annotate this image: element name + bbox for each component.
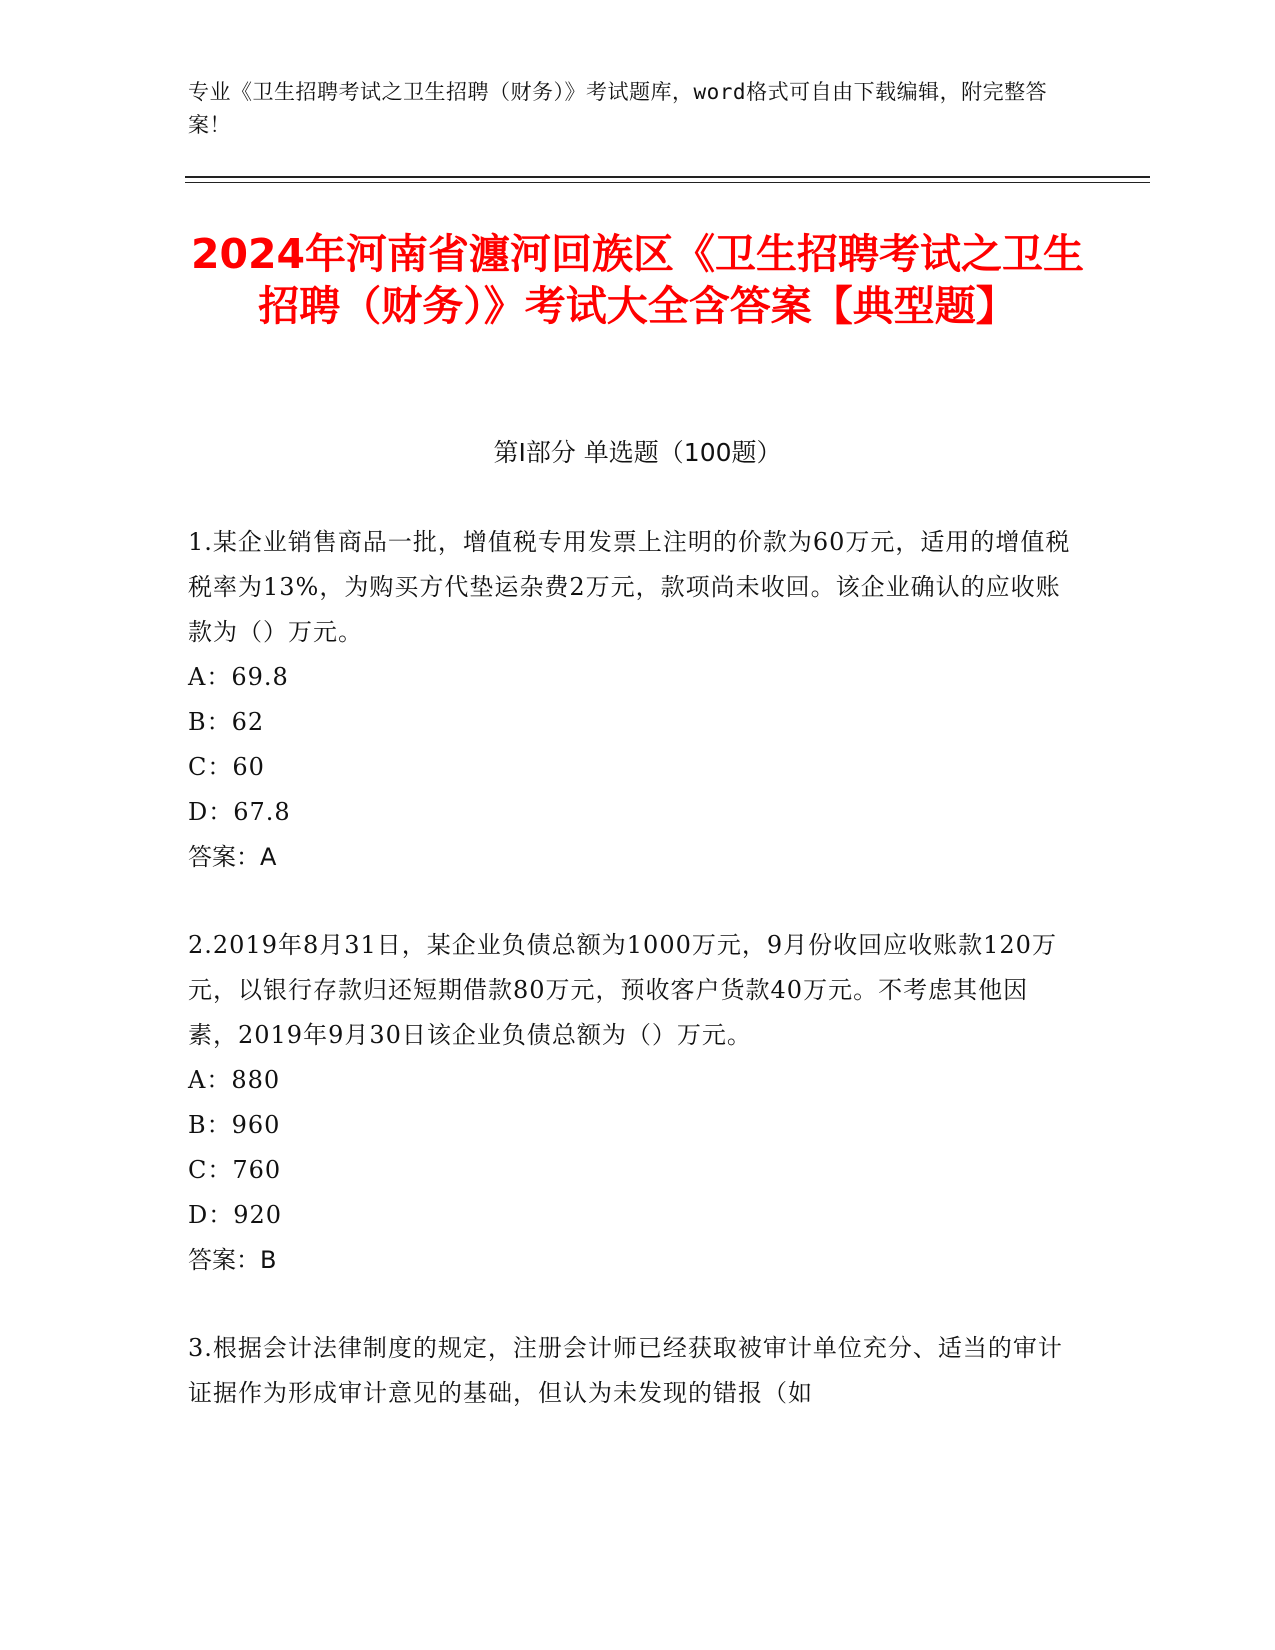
option-d: D：67.8: [188, 798, 291, 826]
answer: 答案：B: [188, 1246, 277, 1274]
header-divider-thick: [185, 176, 1150, 178]
answer: 答案：A: [188, 843, 277, 871]
question-2: [188, 923, 1078, 1283]
question-stem: 2.2019年8月31日，某企业负债总额为1000万元，9月份收回应收账款120万元，以银行存款归还短期借款80万元，预收客户货款40万元。不考虑其他因素，2019年9月30日该企业负债总额为（）万元。: [188, 931, 1057, 1049]
question-1: [188, 520, 1078, 880]
option-b: B：960: [188, 1111, 281, 1139]
option-c: C：60: [188, 753, 265, 781]
document-title: 2024年河南省瀍河回族区《卫生招聘考试之卫生招聘（财务）》考试大全含答案【典型题】: [190, 230, 1085, 330]
option-d: D：920: [188, 1201, 283, 1229]
question-list: [188, 520, 1078, 1459]
question-stem: 1.某企业销售商品一批，增值税专用发票上注明的价款为60万元，适用的增值税税率为13%，为购买方代垫运杂费2万元，款项尚未收回。该企业确认的应收账款为（）万元。: [188, 528, 1071, 646]
question-3: [188, 1326, 1078, 1416]
option-b: B：62: [188, 708, 265, 736]
option-a: A：69.8: [188, 663, 289, 691]
option-c: C：760: [188, 1156, 282, 1184]
question-stem: 3.根据会计法律制度的规定，注册会计师已经获取被审计单位充分、适当的审计证据作为形成审计意见的基础，但认为未发现的错报（如: [188, 1334, 1063, 1407]
option-a: A：880: [188, 1066, 281, 1094]
header-divider-thin: [185, 182, 1150, 183]
header-note: 专业《卫生招聘考试之卫生招聘（财务）》考试题库，word格式可自由下载编辑，附完整答案！: [188, 80, 1048, 137]
section-heading: 第Ⅰ部分 单选题（100题）: [493, 438, 782, 467]
